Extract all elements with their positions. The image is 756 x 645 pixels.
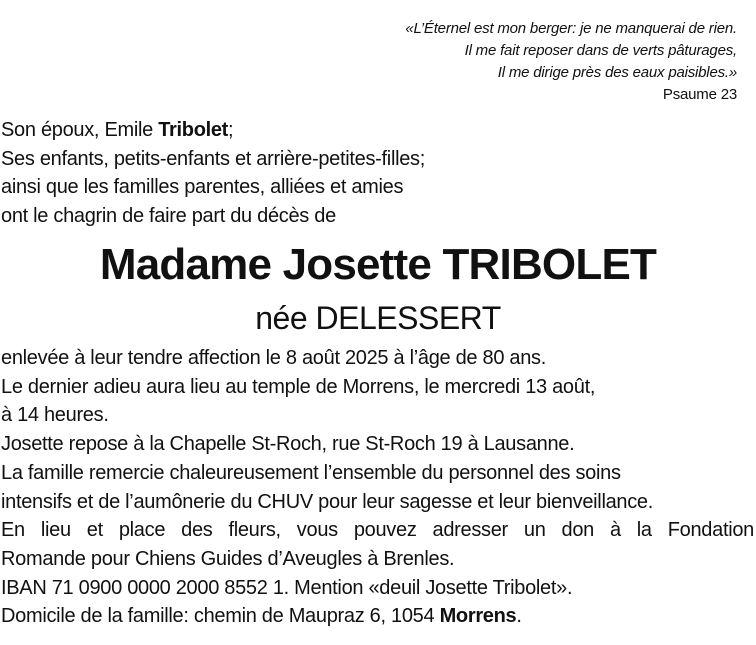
detail-line: Romande pour Chiens Guides d’Aveugles à Brenles.: [1, 547, 455, 570]
deceased-name: Madame Josette TRIBOLET: [99, 240, 657, 289]
address-suffix: .: [516, 605, 522, 628]
maiden-name: née DELESSERT: [255, 300, 501, 336]
epigraph-line: Il me dirige près des eaux paisibles.»: [497, 64, 737, 81]
detail-line: Josette repose à la Chapelle St-Roch, rue St-Roch 19 à Lausanne.: [1, 433, 575, 456]
detail-line: intensifs et de l’aumônerie du CHUV pour leur sagesse et leur bienveillance.: [1, 490, 654, 513]
family-announcement: [1, 116, 741, 230]
obituary-details: [1, 344, 754, 631]
address-town: Morrens: [439, 605, 517, 628]
spouse-suffix: ;: [228, 119, 234, 141]
spouse-surname: Tribolet: [158, 119, 229, 141]
spouse-prefix: Son époux, Emile: [1, 119, 159, 141]
detail-line: [1, 602, 754, 631]
epigraph-reference: Psaume 23: [662, 86, 737, 103]
announcement-line: Ses enfants, petits-enfants et arrière-petites-filles;: [1, 147, 426, 170]
epigraph-line: Il me fait reposer dans de verts pâturages,: [464, 42, 737, 59]
announcement-line: ont le chagrin de faire part du décès de: [1, 204, 336, 227]
detail-line: La famille remercie chaleureusement l’ensemble du personnel des soins: [1, 461, 621, 484]
epigraph-line: «L’Éternel est mon berger: je ne manquerai de rien.: [405, 20, 737, 37]
detail-line: à 14 heures.: [1, 404, 109, 427]
address-prefix: Domicile de la famille: chemin de Maupraz 6, 1054: [1, 605, 440, 628]
epigraph: [317, 18, 737, 106]
detail-line: enlevée à leur tendre affection le 8 août 2025 à l’âge de 80 ans.: [1, 347, 547, 369]
announcement-line: [1, 116, 741, 145]
detail-line: Le dernier adieu aura lieu au temple de Morrens, le mercredi 13 août,: [1, 375, 596, 398]
detail-line: En lieu et place des fleurs, vous pouvez adresser un don à la Fondation: [1, 519, 754, 542]
announcement-line: ainsi que les familles parentes, alliées et amies: [1, 176, 404, 198]
detail-line: IBAN 71 0900 0000 2000 8552 1. Mention «deuil Josette Tribolet».: [1, 576, 573, 599]
